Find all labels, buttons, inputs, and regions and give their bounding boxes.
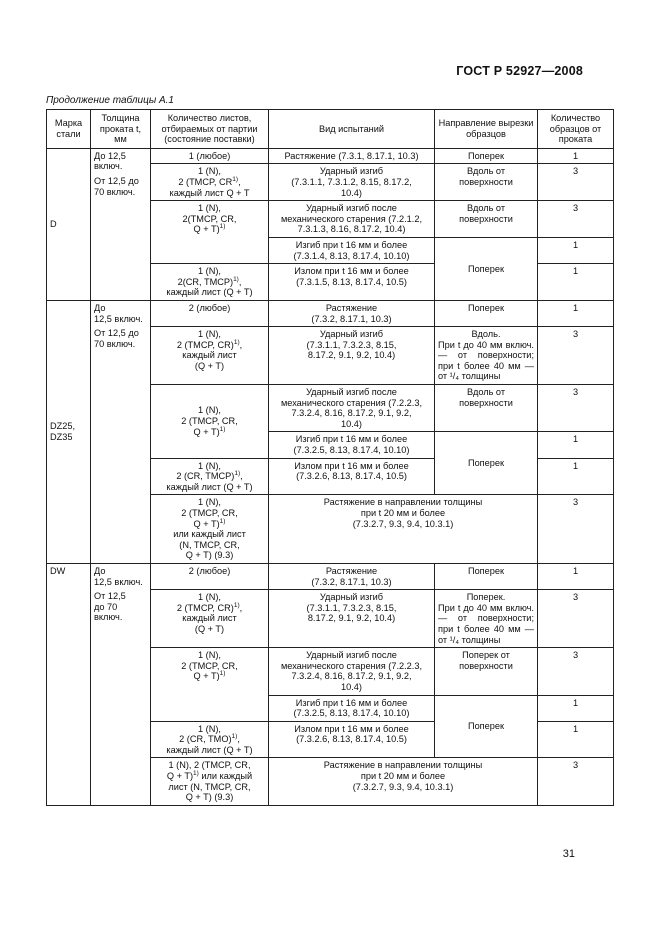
sheet-count-line: 2 (TMCP, CR$^{1)}$, — [178, 175, 241, 187]
direction-cell: Поперек — [435, 300, 538, 326]
sheet-count-line: 2 (TMCP, CR, — [181, 660, 238, 671]
column-header-direction: Направление вырезки образцов — [435, 110, 538, 149]
sheet-count-line: каждый лист (Q + T) — [166, 287, 253, 298]
grade-cell: DZ25, DZ35 — [47, 300, 91, 563]
sheet-count-line: Q + T)$^{1)}$ — [193, 517, 226, 529]
specimen-count-cell: 1 — [538, 264, 614, 301]
specimen-count-cell: 1 — [538, 237, 614, 263]
sheet-count-line: лист (N, TMCP, CR, Q + T) (9.3) — [168, 781, 251, 803]
specimen-count-cell: 1 — [538, 300, 614, 326]
sheet-count-line: каждый лист (Q + T) — [182, 350, 237, 371]
sheet-count-line: 2(TMCP, CR, — [182, 213, 237, 224]
test-type-cell: Изгиб при t 16 мм и более (7.3.1.4, 8.13, 8.17.4, 10.10) — [269, 237, 435, 263]
sheet-count-cell — [151, 495, 269, 564]
test-type-cell: Ударный изгиб после механического старения (7.2.1.2, 7.3.1.3, 8.16, 8.17.2, 10.4) — [269, 201, 435, 238]
test-type-cell: Растяжение (7.3.2, 8.17.1, 10.3) — [269, 563, 435, 589]
test-type-cell: Излом при t 16 мм и более (7.3.2.6, 8.13, 8.17.4, 10.5) — [269, 458, 435, 495]
sheet-count-line: 1 (N), — [198, 329, 221, 340]
sheet-count-line: 1 (N), — [198, 723, 221, 734]
thickness-cell — [91, 563, 151, 805]
test-type-cell: Излом при t 16 мм и более (7.3.2.6, 8.13, 8.17.4, 10.5) — [269, 721, 435, 758]
grade-cell: D — [47, 148, 91, 300]
thickness-cell — [91, 148, 151, 300]
test-type-cell: Растяжение в направлении толщины при t 20 мм и более (7.3.2.7, 9.3, 9.4, 10.3.1) — [269, 495, 538, 564]
specimen-count-cell: 1 — [538, 148, 614, 164]
sheet-count-cell: 1 (любое) — [151, 148, 269, 164]
sheet-count-line: 2 (CR, TMO)$^{1)}$, — [179, 733, 240, 745]
sheet-count-cell — [151, 590, 269, 648]
sheet-count-cell — [151, 327, 269, 385]
test-type-cell: Растяжение (7.3.2, 8.17.1, 10.3) — [269, 300, 435, 326]
direction-cell: Поперек — [435, 148, 538, 164]
table-header-row — [47, 110, 614, 149]
direction-cell: Поперек — [435, 563, 538, 589]
sheet-count-line: каждый лист (Q + T) — [166, 481, 253, 492]
test-type-cell: Изгиб при t 16 мм и более (7.3.2.5, 8.13, 8.17.4, 10.10) — [269, 695, 435, 721]
sheet-count-cell: 2 (любое) — [151, 563, 269, 589]
test-type-cell: Изгиб при t 16 мм и более (7.3.2.5, 8.13, 8.17.4, 10.10) — [269, 432, 435, 458]
sheet-count-line: 1 (N), — [198, 497, 221, 508]
column-header-specimens: Количество образцов от проката — [538, 110, 614, 149]
sheet-count-line: каждый лист (Q + T) — [166, 744, 253, 755]
specimen-count-cell: 3 — [538, 201, 614, 238]
direction-cell: Вдоль от поверхности — [435, 164, 538, 201]
specimen-count-cell: 3 — [538, 758, 614, 805]
direction-main: Поперек. — [466, 592, 506, 603]
sheet-count-line: 2(CR, TMCP)$^{1)}$, — [177, 275, 242, 287]
sheet-count-cell: 2 (любое) — [151, 300, 269, 326]
direction-detail: При t до 40 мм включ. — от поверхности; при t более 40 мм — от ¹/₄ толщины — [438, 339, 534, 382]
sheet-count-line: 2 (TMCP, CR, — [181, 416, 238, 427]
direction-detail: При t до 40 мм включ. — от поверхности; при t более 40 мм — от ¹/₄ толщины — [438, 602, 534, 645]
column-header-sheet-count: Количество листов, отбираемых от партии (состояние поставки) — [151, 110, 269, 149]
sheet-count-line: или каждый лист (N, TMCP, CR, Q + T) (9.3) — [173, 529, 246, 561]
table-caption: Продолжение таблицы А.1 — [46, 95, 174, 106]
specimen-count-cell: 1 — [538, 721, 614, 758]
test-type-cell: Ударный изгиб (7.3.1.1, 7.3.2.3, 8.15, 8.17.2, 9.1, 9.2, 10.4) — [269, 590, 435, 648]
test-type-cell: Растяжение (7.3.1, 8.17.1, 10.3) — [269, 148, 435, 164]
sheet-count-line: 1 (N), — [198, 203, 221, 214]
specimen-count-cell: 3 — [538, 648, 614, 695]
specimen-count-cell: 1 — [538, 458, 614, 495]
direction-cell: Поперек — [435, 432, 538, 495]
sheet-count-cell — [151, 264, 269, 301]
direction-cell — [435, 590, 538, 648]
sheet-count-line: Q + T)$^{1)}$ — [193, 425, 226, 437]
sheet-count-line: 1 (N), 2 (TMCP, CR, — [168, 760, 251, 771]
sheet-count-cell — [151, 648, 269, 722]
sheet-count-line: каждый лист Q + T — [169, 187, 250, 198]
sheet-count-line: 2 (TMCP, CR)$^{1)}$, — [176, 338, 243, 350]
table-row — [47, 300, 614, 326]
direction-cell: Поперек — [435, 237, 538, 300]
sheet-count-line: Q + T)$^{1)}$ или каждый — [166, 770, 253, 782]
sheet-count-cell — [151, 164, 269, 201]
column-header-test-type: Вид испытаний — [269, 110, 435, 149]
sheet-count-line: 1 (N), — [198, 460, 221, 471]
specimen-count-cell: 1 — [538, 695, 614, 721]
sheet-count-line: 2 (TMCP, CR)$^{1)}$, — [176, 601, 243, 613]
document-standard-header: ГОСТ Р 52927—2008 — [456, 64, 583, 78]
thickness-range: До 12,5 включ. — [94, 565, 143, 587]
thickness-range: До 12,5 включ. — [94, 150, 126, 172]
sheet-count-line: 1 (N), — [198, 166, 221, 177]
thickness-range: До 12,5 включ. — [94, 302, 143, 324]
sheet-count-line: 1 (N), — [198, 266, 221, 277]
test-type-cell: Ударный изгиб после механического старения (7.2.2.3, 7.3.2.4, 8.16, 8.17.2, 9.1, 9.2, 10.4) — [269, 648, 435, 695]
specimen-count-cell: 1 — [538, 432, 614, 458]
direction-cell — [435, 327, 538, 385]
sheet-count-line: 1 (N), — [198, 405, 221, 416]
test-type-cell: Излом при t 16 мм и более (7.3.1.5, 8.13, 8.17.4, 10.5) — [269, 264, 435, 301]
table-row — [47, 148, 614, 164]
thickness-range: От 12,5 до 70 включ. — [94, 175, 139, 197]
table-row — [47, 563, 614, 589]
specimen-count-cell: 3 — [538, 590, 614, 648]
specimen-count-cell: 3 — [538, 327, 614, 385]
specimen-count-cell: 3 — [538, 385, 614, 432]
test-requirements-table — [46, 109, 614, 806]
specimen-count-cell: 3 — [538, 495, 614, 564]
sheet-count-cell — [151, 385, 269, 459]
thickness-cell — [91, 300, 151, 563]
direction-cell: Вдоль от поверхности — [435, 201, 538, 238]
test-type-cell: Растяжение в направлении толщины при t 20 мм и более (7.3.2.7, 9.3, 9.4, 10.3.1) — [269, 758, 538, 805]
sheet-count-cell — [151, 201, 269, 264]
specimen-count-cell: 1 — [538, 563, 614, 589]
sheet-count-line: 1 (N), — [198, 650, 221, 661]
specimen-count-cell: 3 — [538, 164, 614, 201]
direction-cell: Поперек — [435, 695, 538, 758]
direction-cell: Поперек от поверхности — [435, 648, 538, 695]
test-type-cell: Ударный изгиб (7.3.1.1, 7.3.1.2, 8.15, 8.17.2, 10.4) — [269, 164, 435, 201]
sheet-count-line: каждый лист (Q + T) — [182, 613, 237, 634]
test-type-cell: Ударный изгиб (7.3.1.1, 7.3.2.3, 8.15, 8.17.2, 9.1, 9.2, 10.4) — [269, 327, 435, 385]
sheet-count-line: Q + T)$^{1)}$ — [193, 223, 226, 235]
test-type-cell: Ударный изгиб после механического старения (7.2.2.3, 7.3.2.4, 8.16, 8.17.2, 9.1, 9.2, 10.4) — [269, 385, 435, 432]
sheet-count-line: 2 (CR, TMCP)$^{1)}$, — [176, 470, 243, 482]
page-number: 31 — [562, 848, 575, 860]
sheet-count-cell — [151, 758, 269, 805]
thickness-range: От 12,5 до 70 включ. — [94, 591, 126, 623]
direction-cell: Вдоль от поверхности — [435, 385, 538, 432]
thickness-range: От 12,5 до 70 включ. — [94, 328, 139, 349]
grade-cell: DW — [47, 563, 91, 805]
sheet-count-line: 2 (TMCP, CR, — [181, 508, 238, 518]
sheet-count-line: Q + T)$^{1)}$ — [193, 670, 226, 682]
column-header-grade: Марка стали — [47, 110, 91, 149]
sheet-count-cell — [151, 458, 269, 495]
sheet-count-line: 1 (N), — [198, 592, 221, 603]
sheet-count-cell — [151, 721, 269, 758]
column-header-thickness: Толщина проката t, мм — [91, 110, 151, 149]
direction-main: Вдоль. — [471, 329, 501, 340]
